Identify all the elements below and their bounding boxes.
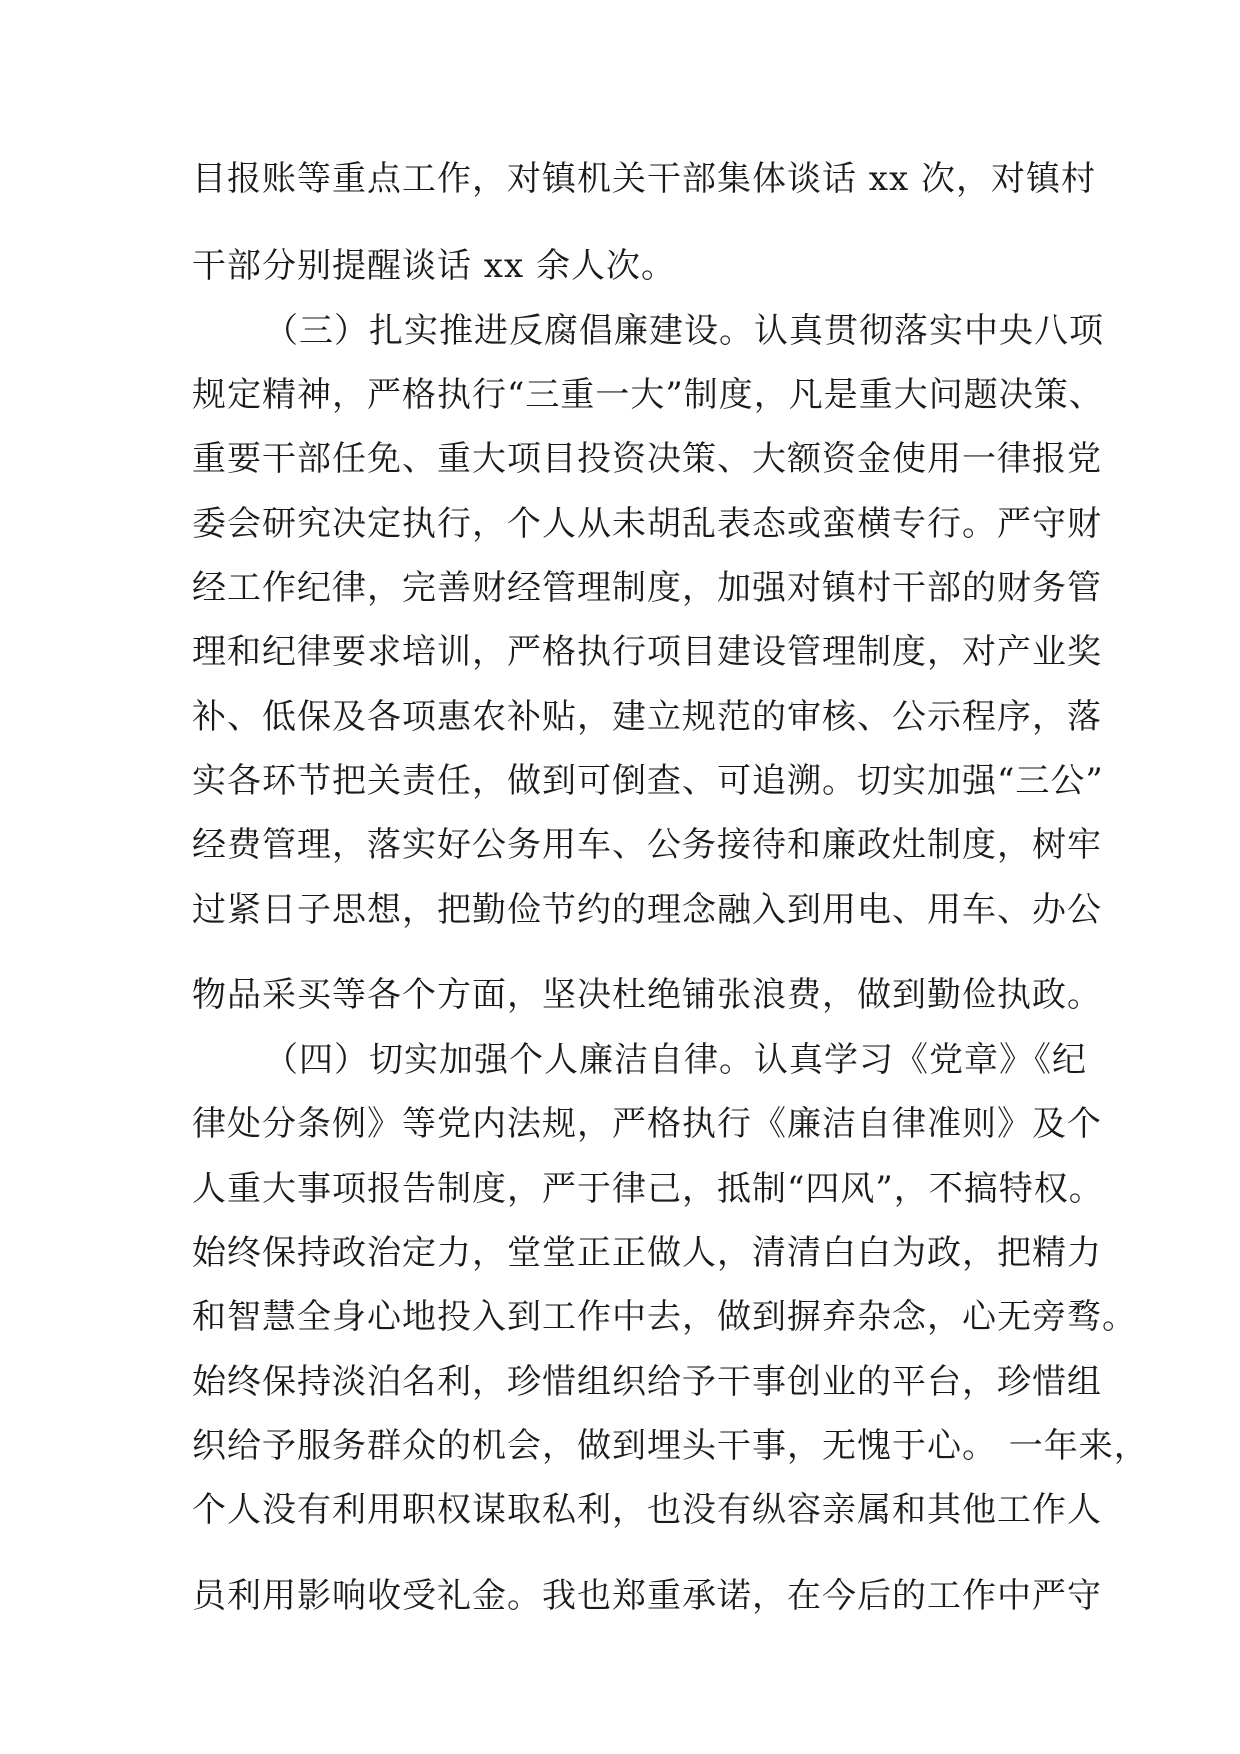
body-text-line: 经工作纪律，完善财经管理制度，加强对镇村干部的财务管 [192, 568, 1102, 608]
body-text-line: 始终保持淡泊名利，珍惜组织给予干事创业的平台，珍惜组 [192, 1362, 1102, 1402]
body-text-line: 个人没有利用职权谋取私利，也没有纵容亲属和其他工作人 [192, 1490, 1102, 1530]
body-text-line: 员利用影响收受礼金。我也郑重承诺，在今后的工作中严守 [192, 1576, 1102, 1616]
body-text-line: 目报账等重点工作，对镇机关干部集体谈话 xx 次，对镇村 [192, 159, 1096, 199]
body-text-line: 织给予服务群众的机会，做到埋头干事，无愧于心。 一年来， [192, 1426, 1149, 1466]
body-text-line: 始终保持政治定力，堂堂正正做人，清清白白为政，把精力 [192, 1233, 1102, 1273]
body-text-line: 重要干部任免、重大项目投资决策、大额资金使用一律报党 [192, 439, 1102, 479]
section-heading-line: （四）切实加强个人廉洁自律。认真学习《党章》《纪 [264, 1040, 1087, 1080]
body-text-line: 理和纪律要求培训，严格执行项目建设管理制度，对产业奖 [192, 632, 1102, 672]
body-text-line: 干部分别提醒谈话 xx 余人次。 [192, 246, 676, 286]
body-text-line: 物品采买等各个方面，坚决杜绝铺张浪费，做到勤俭执政。 [192, 975, 1102, 1015]
section-heading-line: （三）扎实推进反腐倡廉建设。认真贯彻落实中央八项 [264, 311, 1104, 351]
body-text-line: 补、低保及各项惠农补贴，建立规范的审核、公示程序，落 [192, 697, 1102, 737]
body-text-line: 经费管理，落实好公务用车、公务接待和廉政灶制度，树牢 [192, 825, 1102, 865]
body-text-line: 人重大事项报告制度，严于律己，抵制“四风”，不搞特权。 [192, 1169, 1104, 1209]
body-text-line: 规定精神，严格执行“三重一大”制度，凡是重大问题决策、 [192, 375, 1104, 415]
body-text-line: 和智慧全身心地投入到工作中去，做到摒弃杂念，心无旁骛。 [192, 1297, 1137, 1337]
body-text-line: 委会研究决定执行，个人从未胡乱表态或蛮横专行。严守财 [192, 504, 1102, 544]
body-text-line: 律处分条例》等党内法规，严格执行《廉洁自律准则》及个 [192, 1104, 1102, 1144]
body-text-line: 实各环节把关责任，做到可倒查、可追溯。切实加强“三公” [192, 761, 1104, 801]
body-text-line: 过紧日子思想，把勤俭节约的理念融入到用电、用车、办公 [192, 890, 1102, 930]
